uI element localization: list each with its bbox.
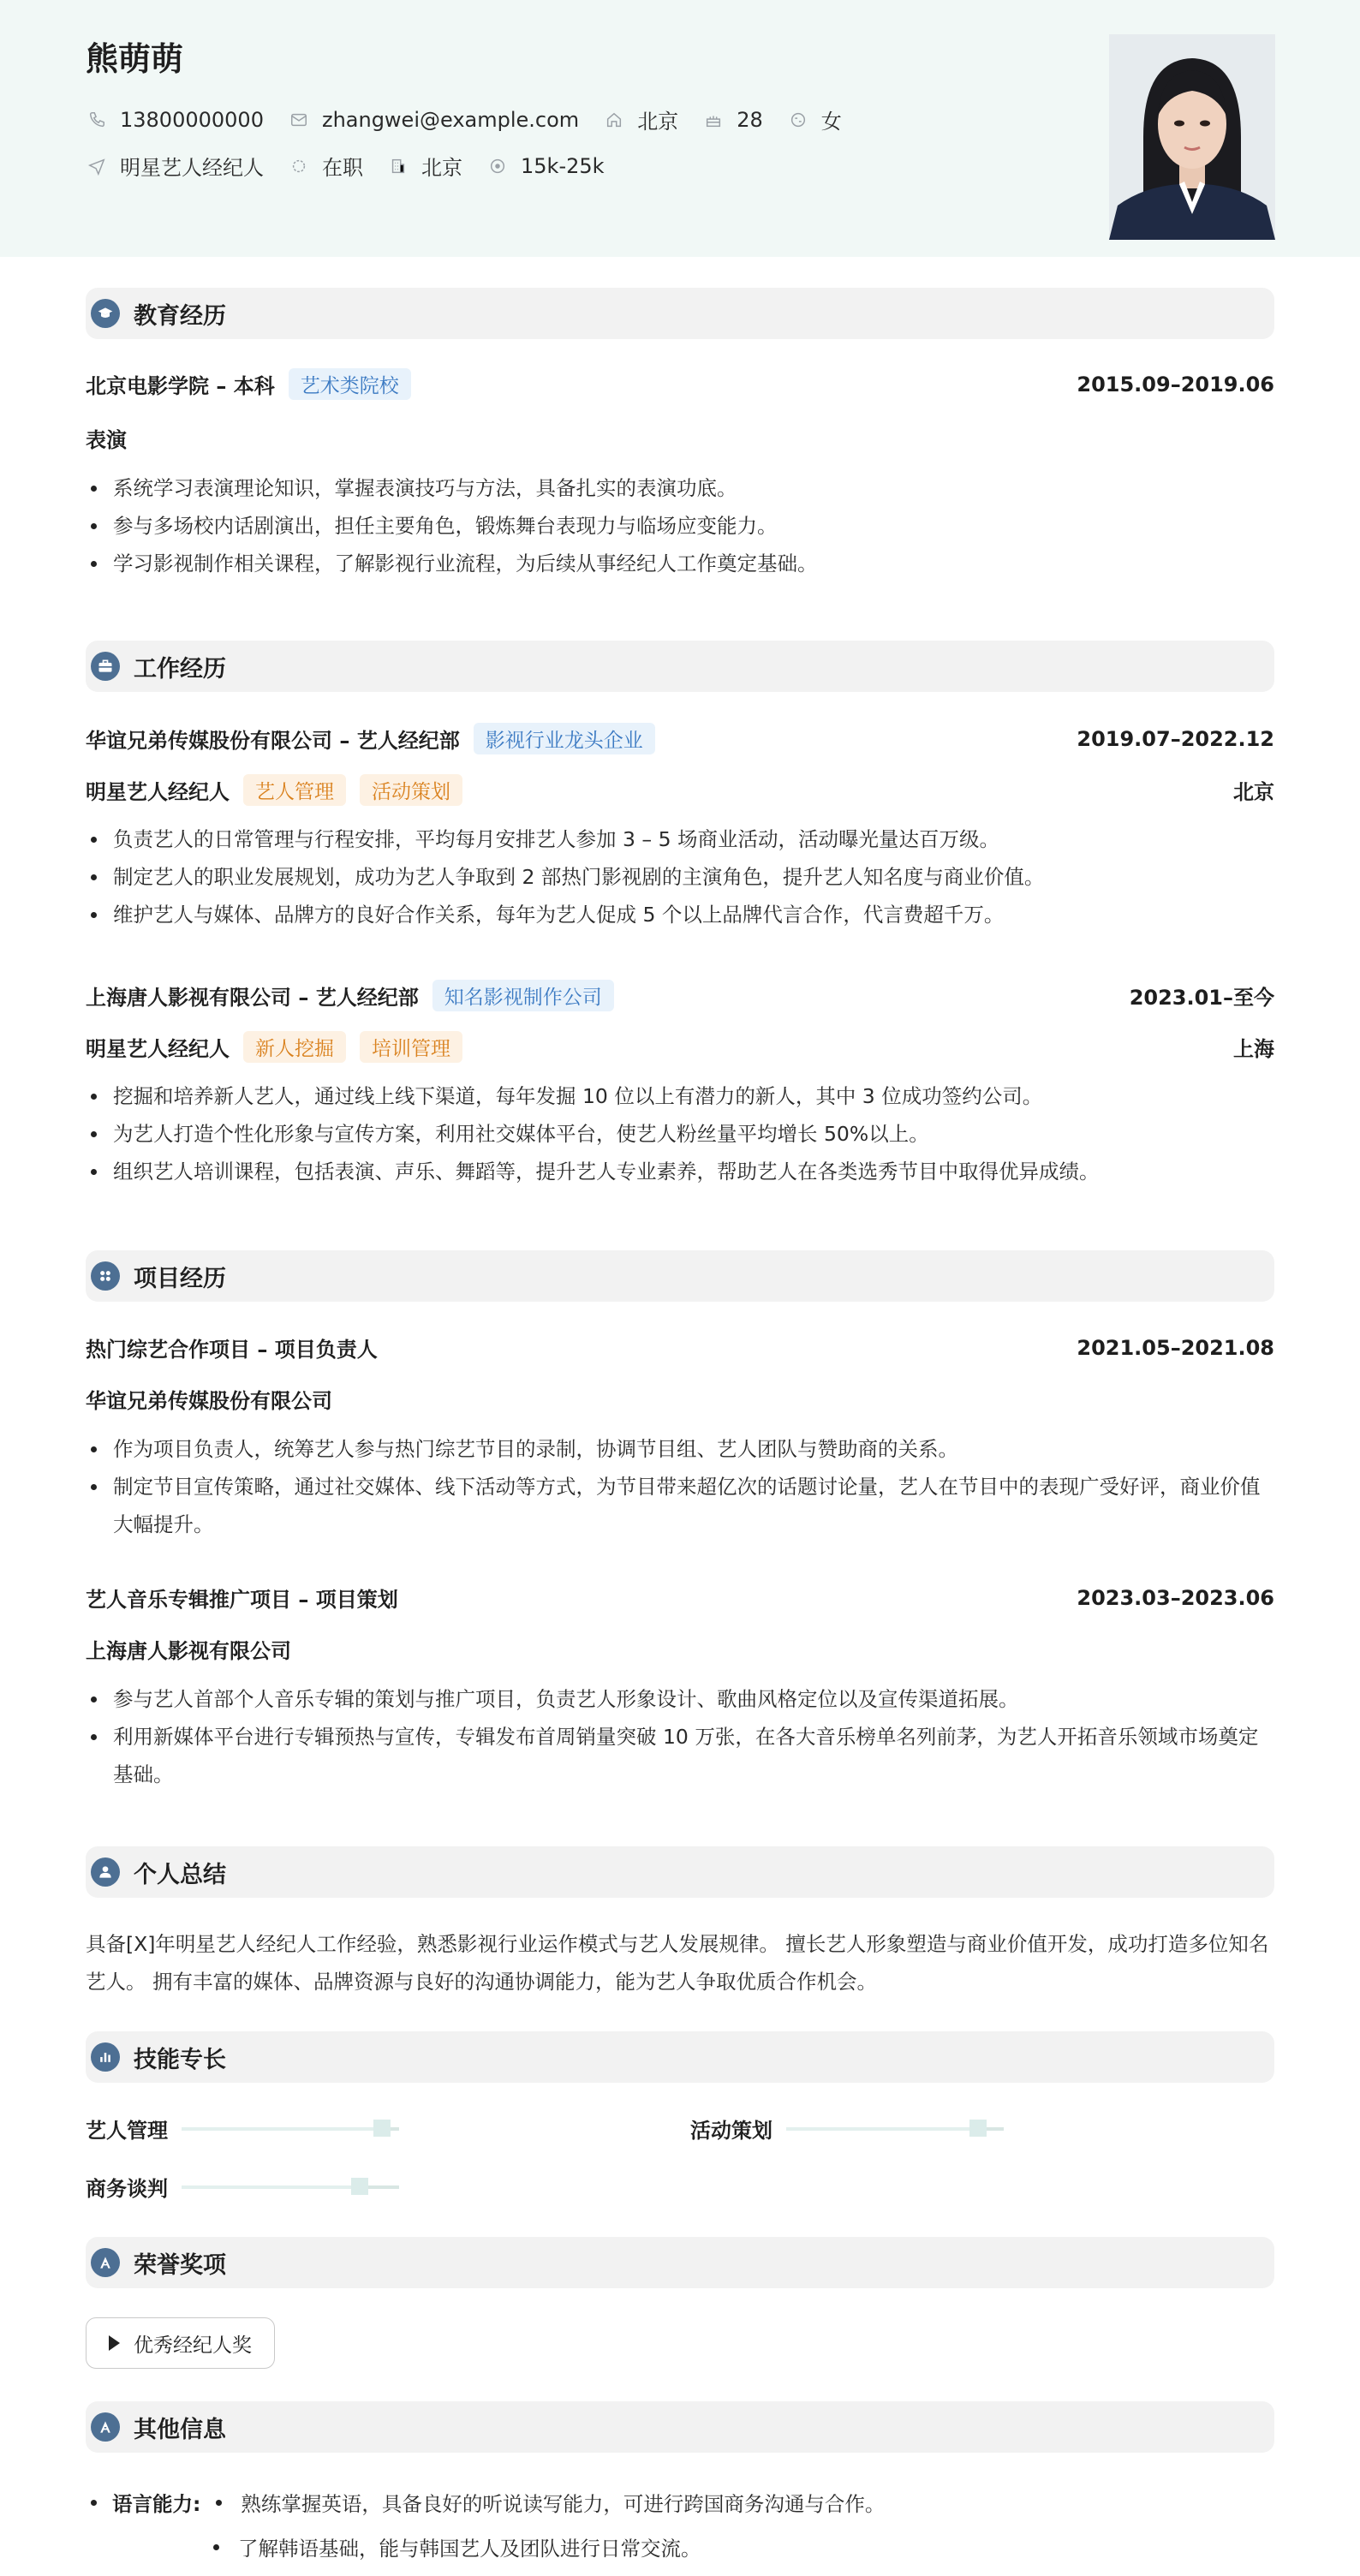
status-text: 在职 (322, 156, 363, 180)
work-place: 北京 (1233, 780, 1274, 804)
bullet-dot (91, 2500, 97, 2506)
section-education (86, 288, 1274, 339)
skill-knob (969, 2120, 987, 2137)
section-title: 个人总结 (134, 1861, 226, 1888)
send-icon (86, 155, 108, 177)
project-org: 华谊兄弟传媒股份有限公司 (86, 1389, 332, 1413)
list-item: 参与艺人首部个人音乐专辑的策划与推广项目，负责艺人形象设计、歌曲风格定位以及宣传渠道拓展。 (86, 1680, 1274, 1718)
status-item (288, 151, 363, 181)
resume-header (0, 0, 1360, 257)
role-name: 明星艺人经纪人 (86, 780, 230, 804)
award-icon (91, 2248, 120, 2277)
city-item (387, 151, 462, 181)
job-row (86, 151, 629, 181)
company-tag: 影视行业龙头企业 (474, 723, 655, 754)
skill-name: 商务谈判 (86, 2177, 168, 2201)
section-project (86, 1250, 1274, 1302)
list-item: 作为项目负责人，统筹艺人参与热门综艺节目的录制，协调节目组、艺人团队与赞助商的关系。 (86, 1430, 1274, 1468)
mail-icon (288, 109, 310, 131)
project-bullets (86, 1680, 1274, 1793)
section-awards (86, 2237, 1274, 2288)
play-triangle-icon (109, 2335, 120, 2351)
info-icon (91, 2412, 120, 2442)
loading-icon (288, 155, 310, 177)
work-company-row (86, 723, 1274, 754)
language-item: 熟练掌握英语，具备良好的听说读写能力，可进行跨国商务沟通与合作。 (241, 2492, 886, 2516)
city-text: 北京 (421, 156, 462, 180)
section-title: 工作经历 (134, 655, 226, 683)
section-work (86, 641, 1274, 692)
list-item: 挖掘和培养新人艺人，通过线上线下渠道，每年发掘 10 位以上有潜力的新人，其中 3 位成功签约公司。 (86, 1077, 1274, 1115)
work-date: 2019.07–2022.12 (1077, 726, 1274, 751)
school-tag: 艺术类院校 (289, 368, 411, 400)
list-item: 组织艺人培训课程，包括表演、声乐、舞蹈等，提升艺人专业素养，帮助艺人在各类选秀节目中取得优异成绩。 (86, 1153, 1274, 1190)
work-date: 2023.01–至今 (1129, 986, 1274, 1010)
project-row (86, 1583, 1274, 1613)
work-bullets (86, 1077, 1274, 1190)
other-info (86, 2480, 885, 2569)
skill-bar (182, 2127, 399, 2131)
company-name: 上海唐人影视有限公司 – 艺人经纪部 (86, 986, 419, 1010)
award-label: 优秀经纪人奖 (134, 2334, 252, 2357)
skill-knob (373, 2120, 391, 2137)
list-item: 利用新媒体平台进行专辑预热与宣传，专辑发布首周销量突破 10 万张，在各大音乐榜单名列前茅，为艺人开拓音乐领域市场奠定基础。 (86, 1718, 1274, 1793)
profile-photo (1109, 34, 1275, 240)
role-name: 明星艺人经纪人 (86, 1037, 230, 1061)
skill-knob (351, 2178, 368, 2195)
school-name: 北京电影学院 – 本科 (86, 374, 275, 398)
language-item: 了解韩语基础，能与韩国艺人及团队进行日常交流。 (238, 2537, 701, 2561)
age-text: 28 (737, 107, 763, 132)
section-title: 其他信息 (134, 2416, 226, 2443)
project-date: 2021.05–2021.08 (1077, 1335, 1274, 1360)
work-role-row (86, 774, 1274, 806)
project-title: 热门综艺合作项目 – 项目负责人 (86, 1338, 378, 1362)
skill-item (690, 2114, 1004, 2144)
bullet-dot (216, 2500, 222, 2506)
section-skills (86, 2031, 1274, 2083)
phone-icon (86, 109, 108, 131)
grid-icon (91, 1261, 120, 1291)
list-item: 制定艺人的职业发展规划，成功为艺人争取到 2 部热门影视剧的主演角色，提升艺人知名度与商业价值。 (86, 858, 1274, 896)
section-title: 技能专长 (134, 2046, 226, 2073)
gender-text: 女 (820, 110, 842, 134)
section-title: 教育经历 (134, 302, 226, 330)
summary-text: 具备[X]年明星艺人经纪人工作经验，熟悉影视行业运作模式与艺人发展规律。 擅长艺人形象塑造与商业价值开发，成功打造多位知名艺人。 拥有丰富的媒体、品牌资源与良好的沟通协调能力，能为艺人争取优质合作机会。 (86, 1932, 1269, 1994)
education-bullets (86, 469, 1274, 582)
education-date: 2015.09–2019.06 (1077, 372, 1274, 397)
phone-text: 13800000000 (120, 107, 264, 132)
list-item: 为艺人打造个性化形象与宣传方案，利用社交媒体平台，使艺人粉丝量平均增长 50%以上。 (86, 1115, 1274, 1153)
skill-bar (182, 2185, 399, 2189)
list-item: 负责艺人的日常管理与行程安排，平均每月安排艺人参加 3 – 5 场商业活动，活动曝光量达百万级。 (86, 820, 1274, 858)
list-item: 系统学习表演理论知识，掌握表演技巧与方法，具备扎实的表演功底。 (86, 469, 1274, 507)
gender-item (787, 104, 842, 134)
project-org: 上海唐人影视有限公司 (86, 1639, 291, 1663)
list-item: 参与多场校内话剧演出，担任主要角色，锻炼舞台表现力与临场应变能力。 (86, 507, 1274, 545)
graduation-cap-icon (91, 299, 120, 328)
role-tag: 培训管理 (360, 1031, 462, 1063)
section-summary (86, 1846, 1274, 1898)
role-tag: 活动策划 (360, 774, 462, 806)
company-name: 华谊兄弟传媒股份有限公司 – 艺人经纪部 (86, 729, 460, 753)
education-row (86, 368, 1274, 400)
building-icon (387, 155, 409, 177)
phone-item (86, 108, 264, 132)
award-chip[interactable] (86, 2317, 275, 2369)
skill-item (86, 2172, 399, 2202)
major: 表演 (86, 428, 127, 452)
skill-item (86, 2114, 399, 2144)
project-title: 艺人音乐专辑推广项目 – 项目策划 (86, 1588, 398, 1612)
skill-name: 艺人管理 (86, 2119, 168, 2143)
language-label: 语言能力: (112, 2492, 201, 2516)
bullet-dot (213, 2544, 219, 2550)
age-item (702, 108, 763, 132)
location-text: 北京 (637, 110, 679, 134)
project-bullets (86, 1430, 1274, 1543)
section-title: 项目经历 (134, 1265, 226, 1292)
user-icon (91, 1857, 120, 1887)
salary-text: 15k-25k (521, 153, 605, 178)
contact-row (86, 104, 866, 134)
section-other (86, 2401, 1274, 2453)
section-title: 荣誉奖项 (134, 2251, 226, 2279)
skill-bar (786, 2127, 1004, 2131)
skill-name: 活动策划 (690, 2119, 772, 2143)
job-target-item (86, 151, 264, 181)
salary-item (486, 154, 605, 178)
briefcase-icon (91, 652, 120, 681)
email-text: zhangwei@example.com (321, 107, 580, 132)
job-target-text: 明星艺人经纪人 (120, 156, 264, 180)
company-tag: 知名影视制作公司 (432, 980, 614, 1011)
role-tag: 艺人管理 (243, 774, 346, 806)
cake-icon (702, 109, 725, 131)
gender-icon (787, 109, 809, 131)
location-item (603, 104, 678, 134)
work-company-row (86, 980, 1274, 1011)
bar-chart-icon (91, 2042, 120, 2072)
coin-icon (486, 155, 509, 177)
candidate-name: 熊萌萌 (86, 40, 184, 78)
home-icon (603, 109, 625, 131)
work-place: 上海 (1233, 1037, 1274, 1061)
list-item: 制定节目宣传策略，通过社交媒体、线下活动等方式，为节目带来超亿次的话题讨论量，艺人在节目中的表现广受好评，商业价值大幅提升。 (86, 1468, 1274, 1543)
list-item: 学习影视制作相关课程，了解影视行业流程，为后续从事经纪人工作奠定基础。 (86, 545, 1274, 582)
email-item (288, 108, 579, 132)
work-role-row (86, 1031, 1274, 1063)
role-tag: 新人挖掘 (243, 1031, 346, 1063)
list-item: 维护艺人与媒体、品牌方的良好合作关系，每年为艺人促成 5 个以上品牌代言合作，代言费超千万。 (86, 896, 1274, 933)
work-bullets (86, 820, 1274, 933)
project-date: 2023.03–2023.06 (1077, 1585, 1274, 1610)
project-row (86, 1333, 1274, 1363)
